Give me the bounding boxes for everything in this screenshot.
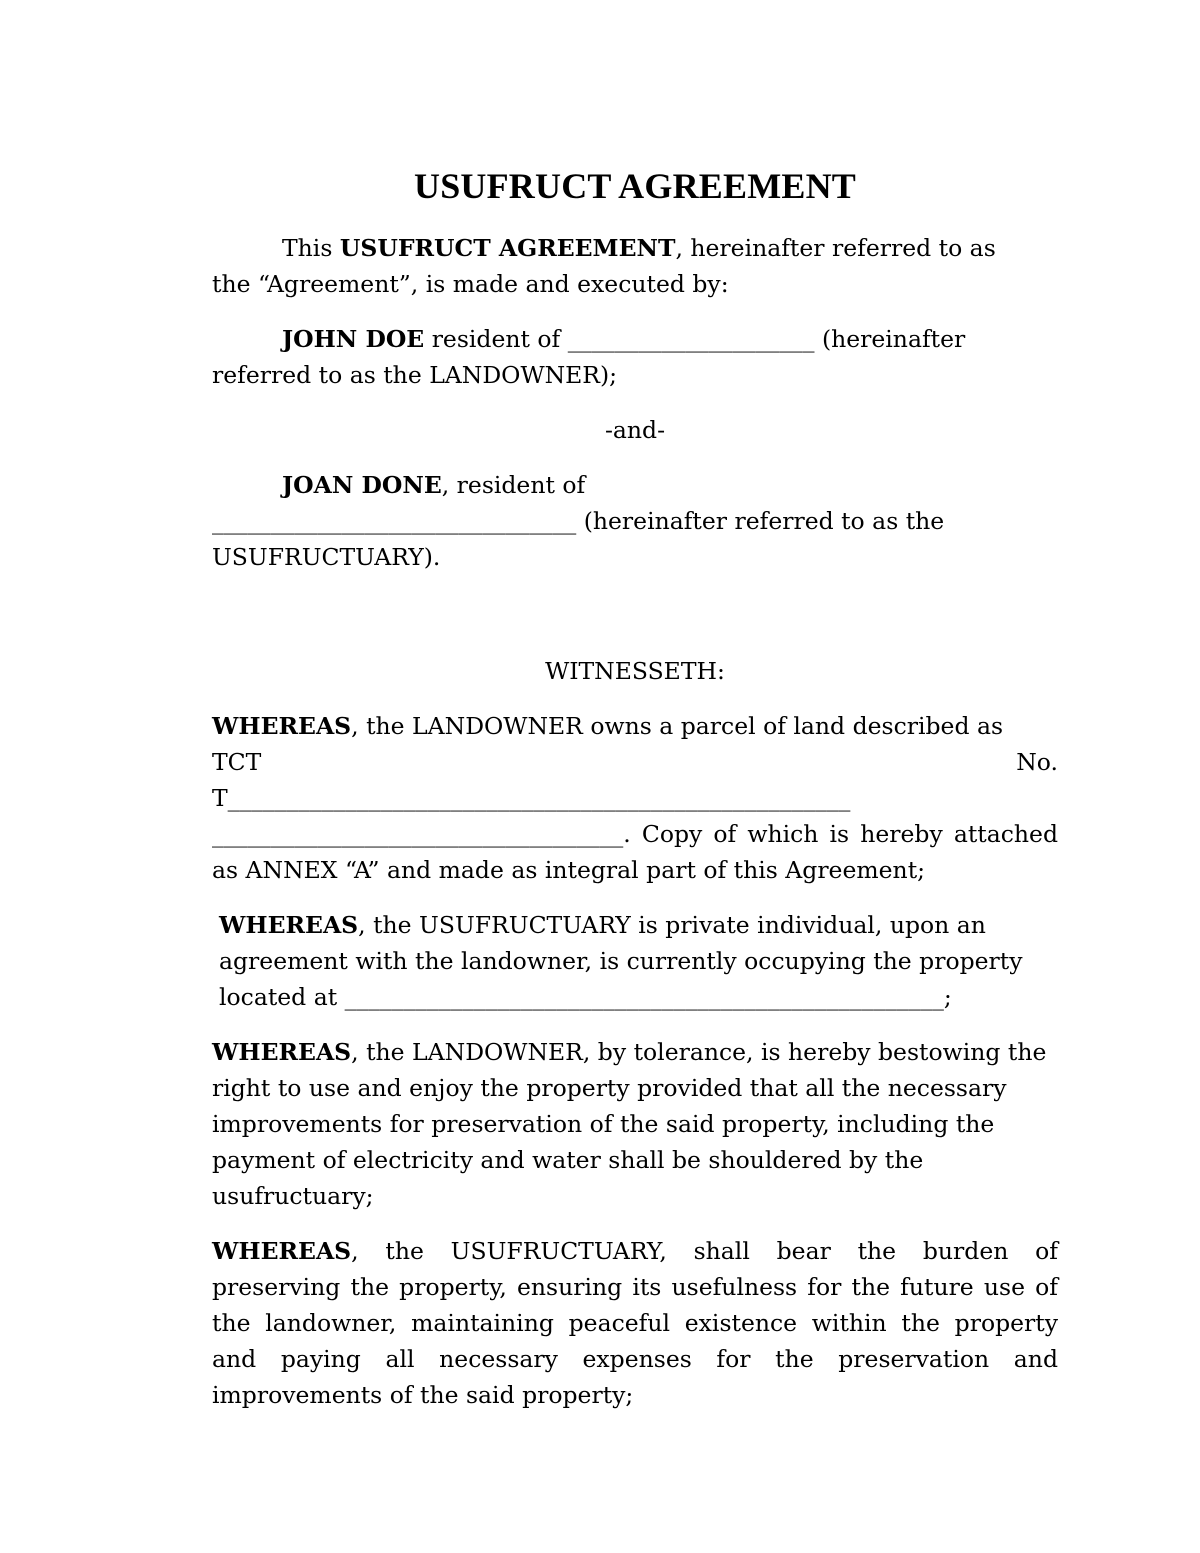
whereas1-text1: , the LANDOWNER owns a parcel of land described as xyxy=(351,712,1004,740)
whereas1-text2: ___________________________________. Copy of which is hereby attached as ANNEX “A” and made as integral part of this Agreement; xyxy=(212,820,1058,884)
and-separator: -and- xyxy=(604,416,666,444)
intro-text-a: This xyxy=(282,234,340,262)
document-page xyxy=(212,160,1058,1413)
whereas2-text: , the USUFRUCTUARY is private individual, upon an agreement with the landowner, is currently occupying the property located at ___________________________________________________; xyxy=(219,911,1023,1011)
intro-agreement-name: USUFRUCT AGREEMENT xyxy=(339,234,676,262)
document-title: USUFRUCT AGREEMENT xyxy=(414,166,856,206)
whereas1-t-line: T_____________________________________________________ xyxy=(212,784,851,812)
whereas4-paragraph xyxy=(212,1233,1058,1413)
whereas3-paragraph xyxy=(212,1034,1058,1214)
party1-name: JOHN DOE xyxy=(282,325,425,353)
whereas3-text: , the LANDOWNER, by tolerance, is hereby bestowing the right to use and enjoy the property provided that all the necessary improvements for preservation of the said property, including the payment of electricity and water shall be shouldered by the usufructuary; xyxy=(212,1038,1047,1210)
whereas1-tct-line xyxy=(212,744,1058,780)
whereas3-bold: WHEREAS xyxy=(212,1038,352,1066)
party2-paragraph-line2: _______________________________ (hereinafter referred to as the USUFRUCTUARY). xyxy=(212,507,945,571)
intro-paragraph xyxy=(212,230,1032,302)
whereas1-no: No. xyxy=(1016,748,1058,776)
party2-name: JOAN DONE xyxy=(282,471,442,499)
whereas1-line1 xyxy=(212,708,1058,744)
party2-paragraph-line1 xyxy=(212,467,1058,503)
party1-paragraph xyxy=(212,321,1042,393)
whereas1-bold: WHEREAS xyxy=(212,712,352,740)
whereas2-paragraph xyxy=(212,907,1039,1015)
whereas4-bold: WHEREAS xyxy=(212,1237,352,1265)
whereas2-bold: WHEREAS xyxy=(219,911,359,939)
whereas1-paragraph xyxy=(212,708,1058,888)
party1-text: resident of _____________________ (hereinafter referred to as the LANDOWNER); xyxy=(212,325,966,389)
party2-line1: , resident of xyxy=(441,471,586,499)
whereas4-text: , the USUFRUCTUARY, shall bear the burden of preserving the property, ensuring its usefulness for the future use of the landowner, maintaining peaceful existence within the property and paying all necessary expenses for the preservation and improvements of the said property; xyxy=(212,1237,1058,1409)
whereas1-tct: TCT xyxy=(212,748,262,776)
witnesseth-heading: WITNESSETH: xyxy=(545,657,725,685)
intro-text-c: , hereinafter referred to as the “Agreement”, is made and executed by: xyxy=(212,234,996,298)
